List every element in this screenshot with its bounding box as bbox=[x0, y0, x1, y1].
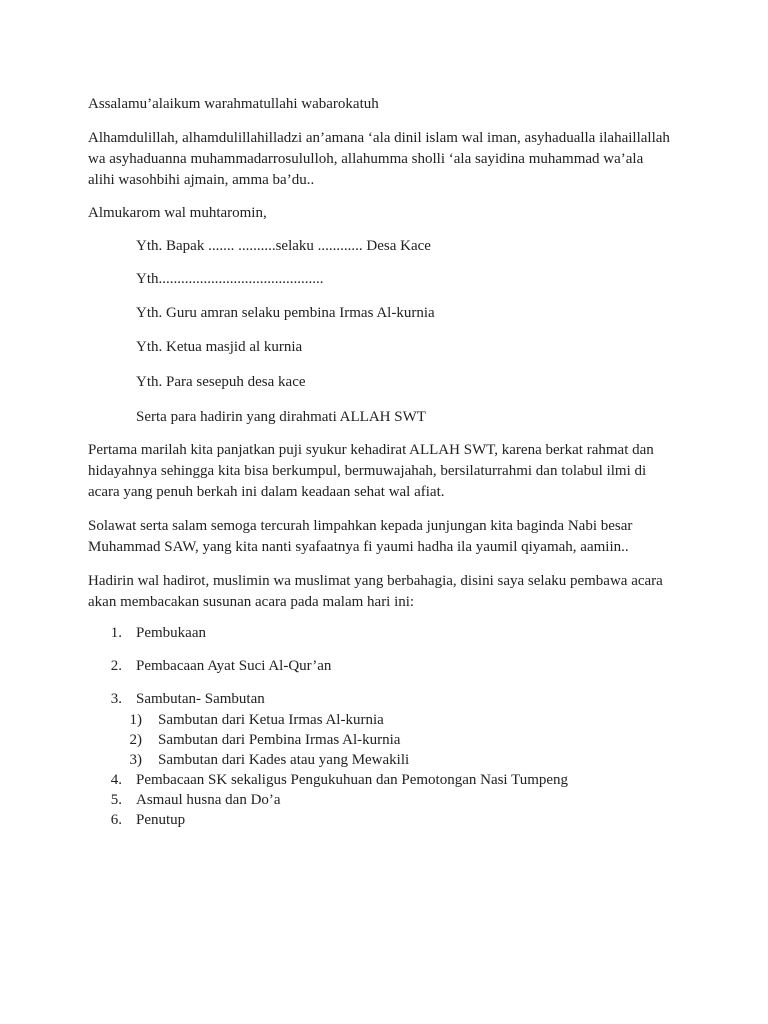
paragraph-line: Muhammad SAW, yang kita nanti syafaatnya fi yaumi hadha ila yaumil qiyamah, aamiin.. bbox=[88, 539, 629, 555]
addressee-line: Yth. Bapak ....... ..........selaku ............ Desa Kace bbox=[136, 238, 431, 254]
salutation: Almukarom wal muhtaromin, bbox=[88, 205, 267, 221]
paragraph-line: acara yang penuh berkah ini dalam keadaan sehat wal afiat. bbox=[88, 484, 445, 500]
agenda-item: Asmaul husna dan Do’a bbox=[136, 792, 281, 808]
sub-agenda-number: 1) bbox=[129, 712, 142, 728]
sub-agenda-item: Sambutan dari Kades atau yang Mewakili bbox=[158, 752, 410, 768]
sub-agenda-number: 3) bbox=[129, 752, 142, 768]
agenda-number: 3. bbox=[110, 691, 122, 707]
agenda-number: 5. bbox=[110, 792, 122, 808]
agenda-number: 4. bbox=[110, 772, 122, 788]
opening-line: alihi wasohbihi ajmain, amma ba’du.. bbox=[88, 172, 315, 188]
opening-line: Alhamdulillah, alhamdulillahilladzi an’amana ‘ala dinil islam wal iman, asyhadualla ilahaillallah bbox=[88, 130, 670, 146]
sub-agenda-item: Sambutan dari Pembina Irmas Al-kurnia bbox=[158, 732, 401, 748]
sub-agenda-item: Sambutan dari Ketua Irmas Al-kurnia bbox=[158, 712, 384, 728]
agenda-number: 2. bbox=[110, 658, 122, 674]
agenda-number: 1. bbox=[110, 625, 122, 641]
sub-agenda-number: 2) bbox=[129, 732, 142, 748]
agenda-item: Sambutan- Sambutan bbox=[136, 691, 265, 707]
paragraph-line: Solawat serta salam semoga tercurah limpahkan kepada junjungan kita baginda Nabi besar bbox=[88, 518, 633, 534]
agenda-item: Pembacaan SK sekaligus Pengukuhuan dan Pemotongan Nasi Tumpeng bbox=[136, 772, 569, 788]
paragraph-line: akan membacakan susunan acara pada malam hari ini: bbox=[88, 594, 415, 610]
agenda-item: Penutup bbox=[136, 812, 186, 828]
paragraph-line: Pertama marilah kita panjatkan puji syukur kehadirat ALLAH SWT, karena berkat rahmat dan bbox=[88, 442, 654, 458]
greeting: Assalamu’alaikum warahmatullahi wabarokatuh bbox=[88, 96, 379, 112]
agenda-number: 6. bbox=[110, 812, 122, 828]
agenda-item: Pembukaan bbox=[136, 625, 206, 641]
agenda-item: Pembacaan Ayat Suci Al-Qur’an bbox=[136, 658, 332, 674]
opening-line: wa asyhaduanna muhammadarrosululloh, allahumma sholli ‘ala sayidina muhammad wa’ala bbox=[88, 151, 644, 167]
paragraph-line: Hadirin wal hadirot, muslimin wa muslimat yang berbahagia, disini saya selaku pembawa acara bbox=[88, 573, 663, 589]
addressee-line: Yth. Ketua masjid al kurnia bbox=[136, 339, 303, 355]
addressee-line: Serta para hadirin yang dirahmati ALLAH SWT bbox=[136, 409, 426, 425]
addressee-line: Yth............................................ bbox=[136, 271, 324, 287]
addressee-line: Yth. Para sesepuh desa kace bbox=[136, 374, 306, 390]
addressee-line: Yth. Guru amran selaku pembina Irmas Al-kurnia bbox=[136, 305, 435, 321]
paragraph-line: hidayahnya sehingga kita bisa berkumpul, bermuwajahah, bersilaturrahmi dan tolabul ilmi di bbox=[88, 463, 647, 479]
